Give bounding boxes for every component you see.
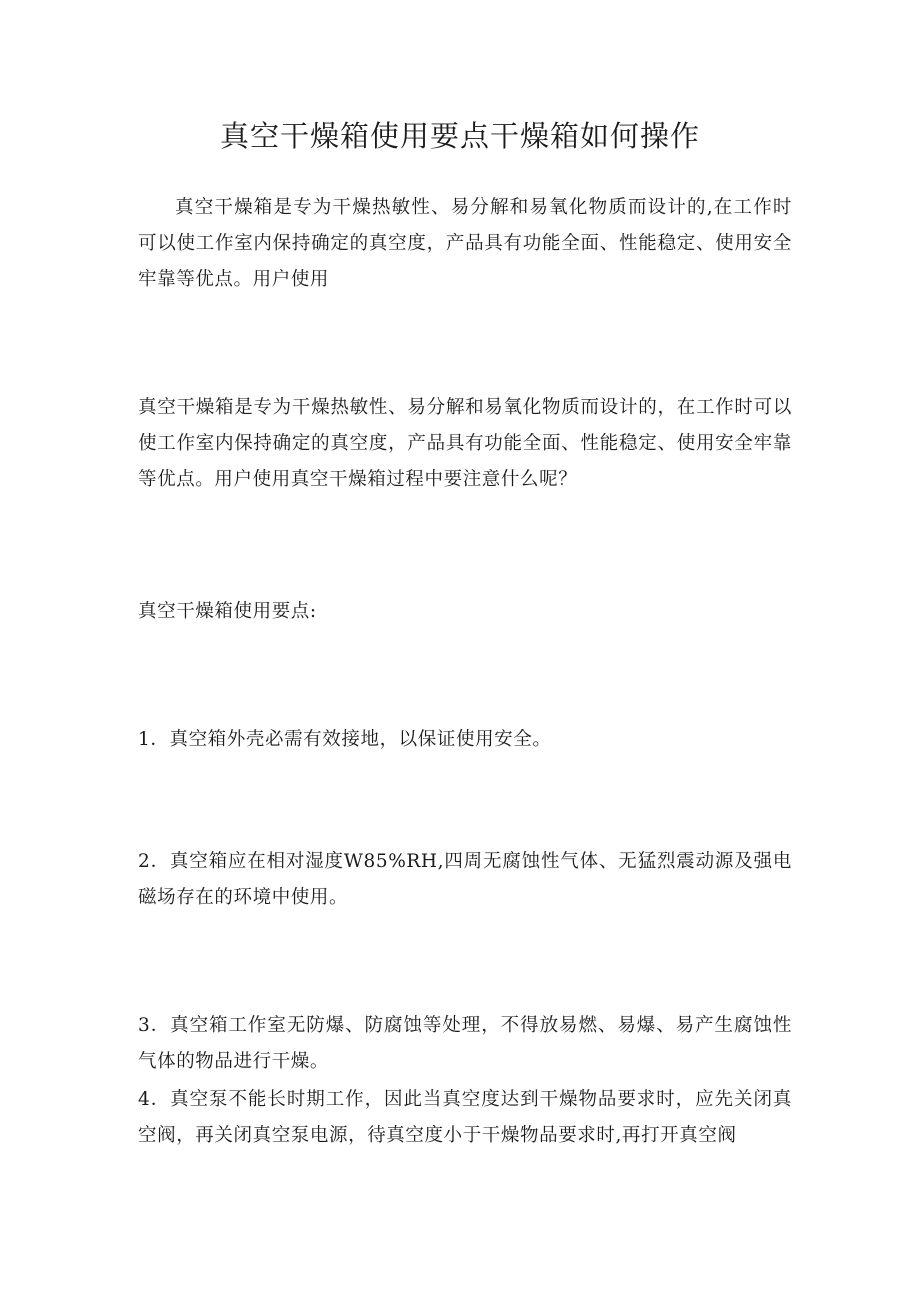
list-item-2: 2．真空箱应在相对湿度W85%RH,四周无腐蚀性气体、无猛烈震动源及强电磁场存在的环境中使用。 xyxy=(138,851,792,908)
list-item-1: 1．真空箱外壳必需有效接地，以保证使用安全。 xyxy=(138,729,552,750)
section-heading: 真空干燥箱使用要点: xyxy=(138,601,317,622)
list-item-4: 4．真空泵不能长时期工作，因此当真空度达到干燥物品要求时，应先关闭真空阀，再关闭真空泵电源，待真空度小于干燥物品要求时,再打开真空阀 xyxy=(138,1089,792,1146)
intro-paragraph-1: 真空干燥箱是专为干燥热敏性、易分解和易氧化物质而设计的,在工作时可以使工作室内保持确定的真空度，产品具有功能全面、性能稳定、使用安全牢靠等优点。用户使用 xyxy=(138,197,792,290)
list-item-3: 3．真空箱工作室无防爆、防腐蚀等处理，不得放易燃、易爆、易产生腐蚀性气体的物品进行干燥。 xyxy=(138,1015,792,1072)
intro-paragraph-2: 真空干燥箱是专为干燥热敏性、易分解和易氧化物质而设计的，在工作时可以使工作室内保持确定的真空度，产品具有功能全面、性能稳定、使用安全牢靠等优点。用户使用真空干燥箱过程中要注意什么呢？ xyxy=(138,397,792,490)
document-title: 真空干燥箱使用要点干燥箱如何操作 xyxy=(219,119,700,153)
